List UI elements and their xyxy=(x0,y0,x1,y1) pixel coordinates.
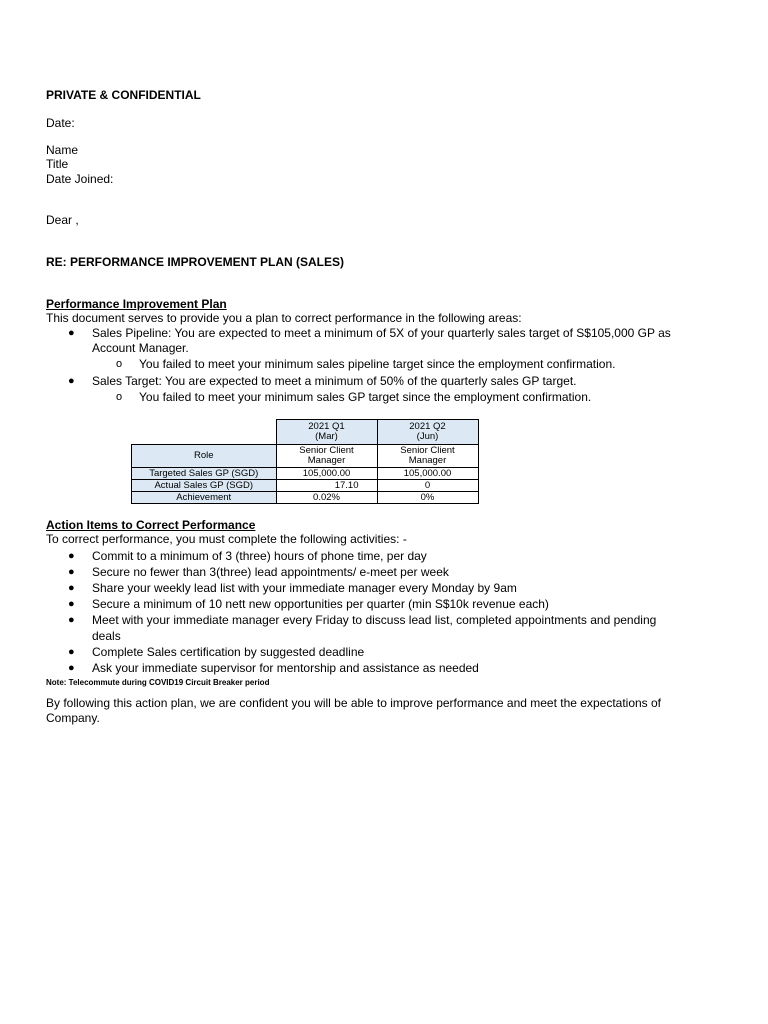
bullet-icon: ● xyxy=(68,662,75,674)
pip-subitem-text: You failed to meet your minimum sales pipeline target since the employment confirmation. xyxy=(139,357,616,371)
pip-subitem-text: You failed to meet your minimum sales GP target since the employment confirmation. xyxy=(139,390,592,404)
actual-q2-cell: 0 xyxy=(377,480,478,492)
bullet-icon: ● xyxy=(68,598,75,610)
achievement-label-cell: Achievement xyxy=(132,492,277,504)
pip-item-text-cont: Account Manager. xyxy=(92,341,189,355)
action-item-text: Commit to a minimum of 3 (three) hours of phone time, per day xyxy=(92,549,427,563)
role-label-cell: Role xyxy=(132,445,277,468)
role-q1-cell xyxy=(276,445,377,468)
closing-line1: By following this action plan, we are confident you will be able to improve performance and meet the expectations of xyxy=(46,696,662,710)
pip-list xyxy=(46,326,726,405)
achievement-q1-cell: 0.02% xyxy=(276,492,377,504)
targeted-q2-cell: 105,000.00 xyxy=(377,468,478,480)
achievement-q2-cell: 0% xyxy=(377,492,478,504)
table-header-q1 xyxy=(276,420,377,445)
action-item-text: Secure a minimum of 10 nett new opportunities per quarter (min S$10k revenue each) xyxy=(92,597,549,611)
re-line: RE: PERFORMANCE IMPROVEMENT PLAN (SALES) xyxy=(46,255,345,269)
action-item xyxy=(46,564,726,580)
salutation: Dear , xyxy=(46,213,79,227)
pip-sublist xyxy=(92,357,726,372)
action-item-text: Meet with your immediate manager every Friday to discuss lead list, completed appointments and pending xyxy=(92,613,657,627)
targeted-q1-cell: 105,000.00 xyxy=(276,468,377,480)
action-item xyxy=(46,596,726,612)
actual-q1-cell: 17.10 xyxy=(276,480,377,492)
action-list xyxy=(46,548,726,676)
sub-bullet-icon: o xyxy=(116,391,123,403)
q1-label: 2021 Q1 xyxy=(308,421,345,432)
q2-label: 2021 Q2 xyxy=(409,421,446,432)
action-item-text: Ask your immediate supervisor for mentorship and assistance as needed xyxy=(92,661,479,675)
actions-heading: Action Items to Correct Performance xyxy=(46,518,256,532)
date-joined-label: Date Joined: xyxy=(46,172,114,186)
role-q1-line2: Manager xyxy=(307,455,346,466)
name-label: Name xyxy=(46,143,79,157)
action-item xyxy=(46,612,726,644)
action-item xyxy=(46,660,726,676)
pip-item-pipeline xyxy=(46,326,726,372)
confidential-label: PRIVATE & CONFIDENTIAL xyxy=(46,88,201,102)
action-item xyxy=(46,548,726,564)
bullet-icon: ● xyxy=(68,614,75,626)
q1-month: (Mar) xyxy=(315,431,338,442)
role-q2-line1: Senior Client xyxy=(400,445,455,456)
action-item-text: Complete Sales certification by suggested deadline xyxy=(92,645,365,659)
bullet-icon: ● xyxy=(68,566,75,578)
actual-label-cell: Actual Sales GP (SGD) xyxy=(132,480,277,492)
role-q2-cell xyxy=(377,445,478,468)
bullet-icon: ● xyxy=(68,646,75,658)
action-item-text-cont: deals xyxy=(92,629,121,643)
closing-line2: Company. xyxy=(46,711,100,725)
title-label: Title xyxy=(46,157,69,171)
bullet-icon: ● xyxy=(68,582,75,594)
sub-bullet-icon: o xyxy=(116,358,123,370)
pip-item-text: Sales Pipeline: You are expected to meet a minimum of 5X of your quarterly sales target of S$105,000 GP as xyxy=(92,326,671,340)
bullet-icon: ● xyxy=(68,327,75,339)
date-label: Date: xyxy=(46,116,75,130)
role-q1-line1: Senior Client xyxy=(299,445,354,456)
action-item xyxy=(46,580,726,596)
pip-heading: Performance Improvement Plan xyxy=(46,297,227,311)
pip-item-target xyxy=(46,374,726,405)
pip-intro: This document serves to provide you a plan to correct performance in the following areas: xyxy=(46,311,522,325)
pip-item-text: Sales Target: You are expected to meet a minimum of 50% of the quarterly sales GP target. xyxy=(92,374,577,388)
action-item-text: Secure no fewer than 3(three) lead appointments/ e-meet per week xyxy=(92,565,449,579)
action-item-text: Share your weekly lead list with your immediate manager every Monday by 9am xyxy=(92,581,517,595)
performance-table xyxy=(131,419,479,504)
note-text: Note: Telecommute during COVID19 Circuit Breaker period xyxy=(46,678,270,687)
pip-subitem xyxy=(46,357,726,372)
role-q2-line2: Manager xyxy=(408,455,447,466)
targeted-label-cell: Targeted Sales GP (SGD) xyxy=(132,468,277,480)
action-item xyxy=(46,644,726,660)
table-corner-cell xyxy=(132,420,277,445)
pip-sublist xyxy=(92,390,726,405)
q2-month: (Jun) xyxy=(416,431,439,442)
bullet-icon: ● xyxy=(68,375,75,387)
bullet-icon: ● xyxy=(68,550,75,562)
table-header-q2 xyxy=(377,420,478,445)
pip-subitem xyxy=(46,390,726,405)
actions-intro: To correct performance, you must complete the following activities: - xyxy=(46,532,407,546)
